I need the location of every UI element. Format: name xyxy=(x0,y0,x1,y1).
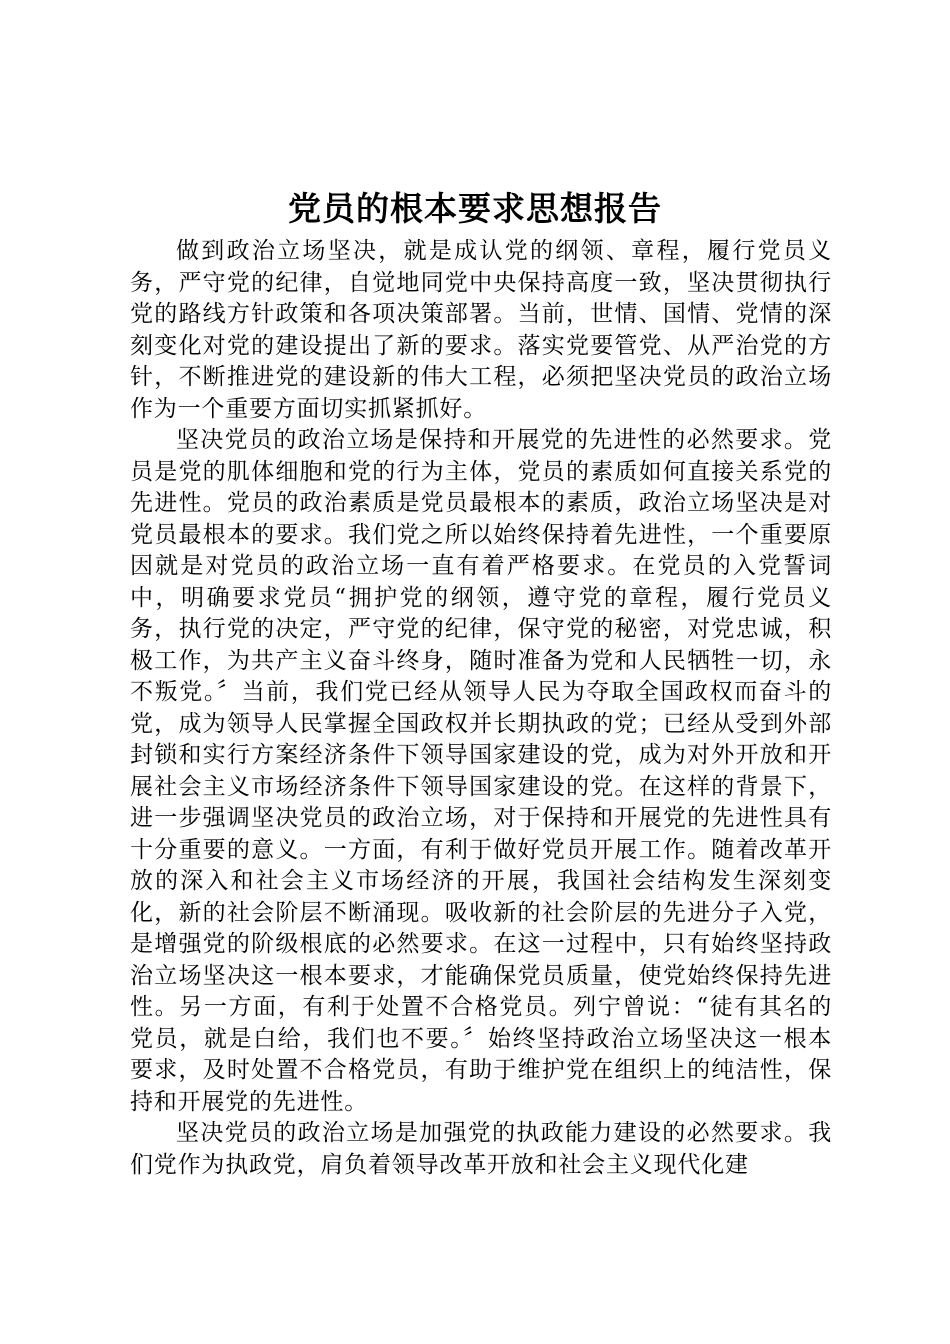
paragraph: 坚决党员的政治立场是加强党的执政能力建设的必然要求。我们党作为执政党，肩负着领导改革开放和社会主义现代化建 xyxy=(130,1120,832,1178)
paragraph: 坚决党员的政治立场是保持和开展党的先进性的必然要求。党员是党的肌体细胞和党的行为主体，党员的素质如何直接关系党的先进性。党员的政治素质是党员最根本的素质，政治立场坚决是对党员最根本的要求。我们党之所以始终保持着先进性，一个重要原因就是对党员的政治立场一直有着严格要求。在党员的入党誓词中，明确要求党员“拥护党的纲领，遵守党的章程，履行党员义务，执行党的决定，严守党的纪律，保守党的秘密，对党忠诚，积极工作，为共产主义奋斗终身，随时准备为党和人民牺牲一切，永不叛党。〞当前，我们党已经从领导人民为夺取全国政权而奋斗的党，成为领导人民掌握全国政权并长期执政的党；已经从受到外部封锁和实行方案经济条件下领导国家建设的党，成为对外开放和开展社会主义市场经济条件下领导国家建设的党。在这样的背景下，进一步强调坚决党员的政治立场，对于保持和开展党的先进性具有十分重要的意义。一方面，有利于做好党员开展工作。随着改革开放的深入和社会主义市场经济的开展，我国社会结构发生深刻变化，新的社会阶层不断涌现。吸收新的社会阶层的先进分子入党，是增强党的阶级根底的必然要求。在这一过程中，只有始终坚持政治立场坚决这一根本要求，才能确保党员质量，使党始终保持先进性。另一方面，有利于处置不合格党员。列宁曾说：“徒有其名的党员，就是白给，我们也不要。〞始终坚持政治立场坚决这一根本要求，及时处置不合格党员，有助于维护党在组织上的纯洁性，保持和开展党的先进性。 xyxy=(130,427,832,1115)
document-body xyxy=(130,236,832,1181)
paragraph: 做到政治立场坚决，就是成认党的纲领、章程，履行党员义务，严守党的纪律，自觉地同党中央保持高度一致，坚决贯彻执行党的路线方针政策和各项决策部署。当前，世情、国情、党情的深刻变化对党的建设提出了新的要求。落实党要管党、从严治党的方针，不断推进党的建设新的伟大工程，必须把坚决党员的政治立场作为一个重要方面切实抓紧抓好。 xyxy=(130,238,832,422)
document-title: 党员的根本要求思想报告 xyxy=(288,189,662,228)
